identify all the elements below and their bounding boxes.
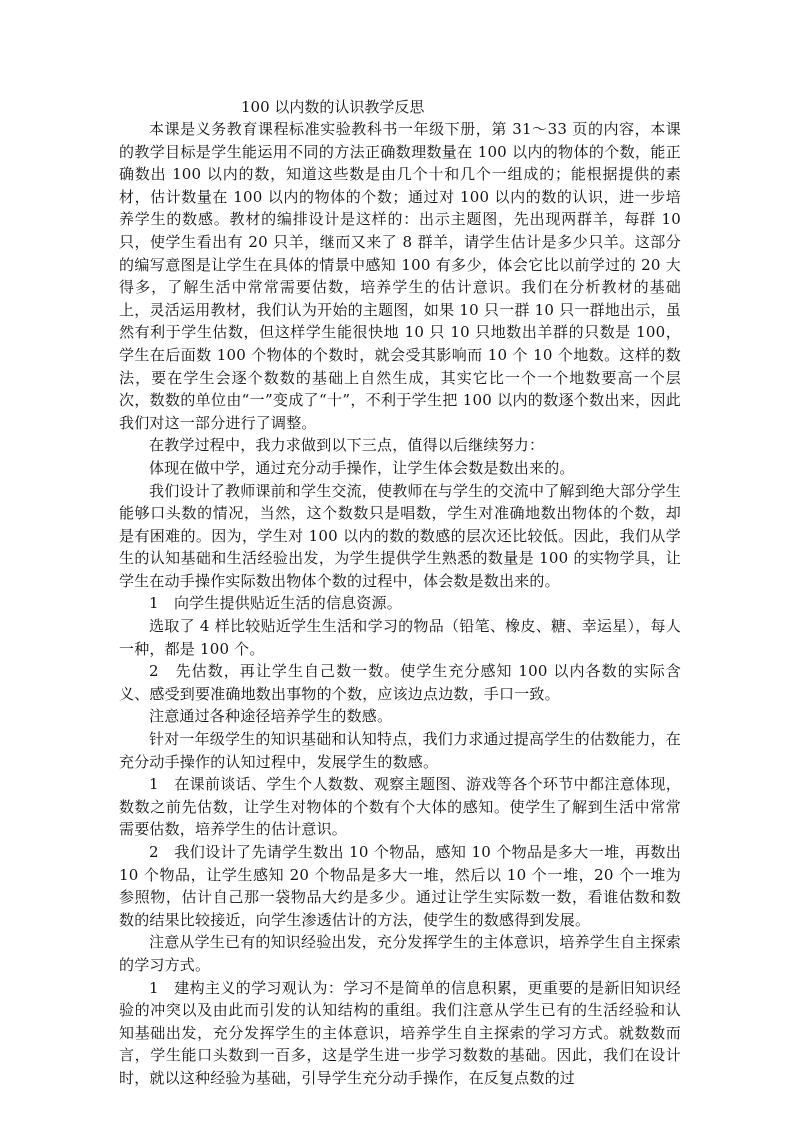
paragraph-point-learn-by-doing: 体现在做中学，通过充分动手操作，让学生体会数是数出来的。: [149, 458, 575, 477]
paragraph-three-points: 在教学过程中，我力求做到以下三点，值得以后继续努力：: [149, 436, 545, 455]
paragraph-intro: 本课是义务教育课程标准实验教科书一年级下册，第 31～33 页的内容，本课的教学目标是学生能运用不同的方法正确数理数量在 100 以内的物体的个数，能正确数出 100 以内的数，知道这些数是由几个十和几个一组成的；能根据提供的素材，估计数量在 100 以内的物体的个数；通过对 100 以内的数的认识，进一步培养学生的数感。教材的编排设计是这样的：出示主题图，先出现两群羊，每群 10 只，使学生看出有 20 只羊，继而又来了 8 群羊，请学生估计是多少只羊。这部分的编写意图是让学生在具体的情景中感知 100 有多少，体会它比以前学过的 20 大得多，了解生活中常常需要估数，培养学生的估计意识。我们在分析教材的基础上，灵活运用教材，我们认为开始的主题图，如果 10 只一群 10 只一群地出示，虽然有利于学生估数，但这样学生能很快地 10 只 10 只地数出羊群的只数是 100，学生在后面数 100 个物体的个数时，就会受其影响而 10 个 10 个地数。这样的数法，要在学生会逐个数数的基础上自然生成，其实它比一个一个地数要高一个层次，数数的单位由“一”变成了“十”，不利于学生把 100 以内的数逐个数出来，因此我们对这一部分进行了调整。: [119, 120, 682, 432]
paragraph-point-prior-knowledge: 注意从学生已有的知识经验出发，充分发挥学生的主体意识，培养学生自主探索的学习方式。: [119, 933, 682, 974]
paragraph-four-items: 选取了 4 样比较贴近学生生活和学习的物品（铅笔、橡皮、糖、幸运星），每人一种，都是 100 个。: [119, 617, 681, 658]
paragraph-teacher-design: 我们设计了教师课前和学生交流，使教师在与学生的交流中了解到绝大部分学生能够口头数的情况，当然，这个数数只是唱数，学生对准确地数出物体的个数，却是有困难的。因为，学生对 100 以内的数的数感的层次还比较低。因此，我们从学生的认知基础和生活经验出发，为学生提供学生熟悉的数量是 100 的实物学具，让学生在动手操作实际数出物体个数的过程中，体会数是数出来的。: [119, 481, 682, 590]
paragraph-item-1-constructivism: 1 建构主义的学习观认为：学习不是简单的信息积累，更重要的是新旧知识经验的冲突以及由此而引发的认知结构的重组。我们注意从学生已有的生活经验和认知基础出发，充分发挥学生的主体意识，培养学生自主探索的学习方式。就数数而言，学生能口头数到一百多，这是学生进一步学习数数的基础。因此，我们在设计时，就以这种经验为基础，引导学生充分动手操作，在反复点数的过: [119, 978, 681, 1087]
paragraph-item-2-estimate: 2 先估数，再让学生自己数一数。使学生充分感知 100 以内各数的实际含义、感受到要准确地数出事物的个数，应该边点边数，手口一致。: [119, 662, 681, 703]
document-title: 100 以内数的认识教学反思: [241, 98, 425, 116]
paragraph-item-2-piles: 2 我们设计了先请学生数出 10 个物品，感知 10 个物品是多大一堆，再数出 10 个物品，让学生感知 20 个物品是多大一堆，然后以 10 个一堆，20 个一堆为参照物，估计自己那一袋物品大约是多少。通过让学生实际数一数，看谁估数和数数的结果比较接近，向学生渗透估计的方法，使学生的数感得到发展。: [119, 843, 681, 929]
paragraph-item-1-activities: 1 在课前谈话、学生个人数数、观察主题图、游戏等各个环节中都注意体现，数数之前先估数，让学生对物体的个数有个大体的感知。使学生了解到生活中常常需要估数，培养学生的估计意识。: [119, 775, 681, 839]
paragraph-item-1-resources: 1 向学生提供贴近生活的信息资源。: [149, 594, 402, 613]
paragraph-first-grade: 针对一年级学生的知识基础和认知特点，我们力求通过提高学生的估数能力，在充分动手操作的认知过程中，发展学生的数感。: [119, 730, 682, 771]
document-page: [119, 96, 681, 1090]
paragraph-point-number-sense: 注意通过各种途径培养学生的数感。: [149, 707, 393, 726]
